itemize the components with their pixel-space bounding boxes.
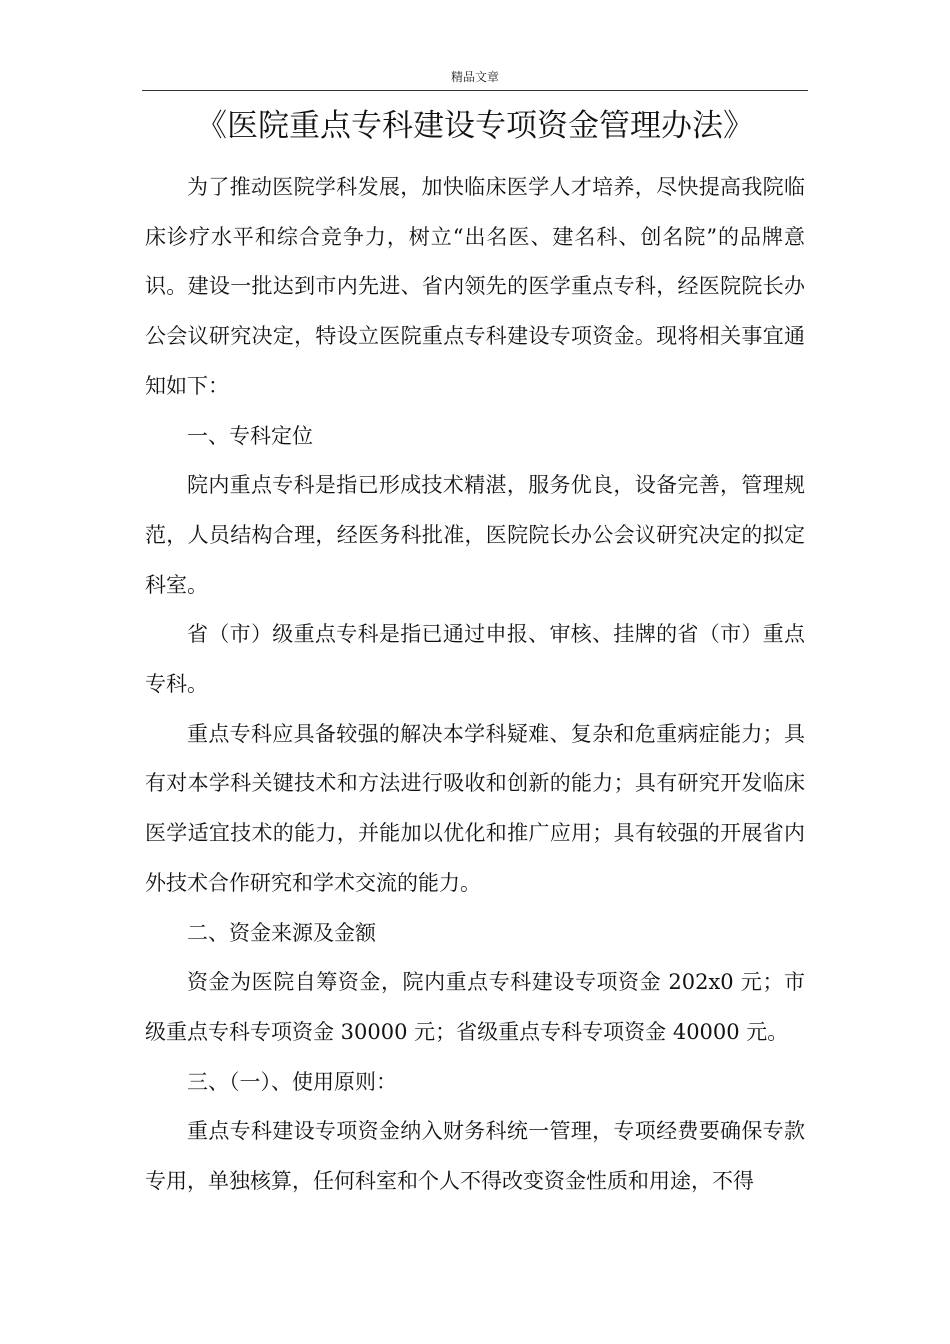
document-body: [145, 163, 805, 1207]
document-title: 《医院重点专科建设专项资金管理办法》: [196, 108, 754, 144]
page-header: 精品文章: [142, 70, 808, 91]
section-heading-2: 二、资金来源及金额: [187, 920, 376, 945]
section-heading-1: 一、专科定位: [187, 423, 313, 448]
paragraph-specialty-abilities: 重点专科应具备较强的解决本学科疑难、复杂和危重病症能力；具有对本学科关键技术和方法进行吸收和创新的能力；具有研究开发临床医学适宜技术的能力，并能加以优化和推广应用；具有较强的开展省内外技术合作研究和学术交流的能力。: [145, 721, 805, 895]
paragraph-provincial-key-specialty: 省（市）级重点专科是指已通过申报、审核、挂牌的省（市）重点专科。: [145, 622, 805, 697]
section-heading-3: 三、（一）、使用原则：: [187, 1069, 397, 1094]
paragraph-funding-amounts: 资金为医院自筹资金，院内重点专科建设专项资金 202x0 元；市级重点专科专项资金 30000 元；省级重点专科专项资金 40000 元。: [145, 970, 805, 1044]
paragraph-intro: 为了推动医院学科发展，加快临床医学人才培养，尽快提高我院临床诊疗水平和综合竞争力，树立“出名医、建名科、创名院”的品牌意识。建设一批达到市内先进、省内领先的医学重点专科，经医院院长办公会议研究决定，特设立医院重点专科建设专项资金。现将相关事宜通知如下：: [145, 175, 805, 398]
paragraph-internal-key-specialty: 院内重点专科是指已形成技术精湛，服务优良，设备完善，管理规范，人员结构合理，经医务科批准，医院院长办公会议研究决定的拟定科室。: [145, 473, 805, 597]
paragraph-usage-principles: 重点专科建设专项资金纳入财务科统一管理，专项经费要确保专款专用，单独核算，任何科室和个人不得改变资金性质和用途，不得: [145, 1119, 805, 1194]
